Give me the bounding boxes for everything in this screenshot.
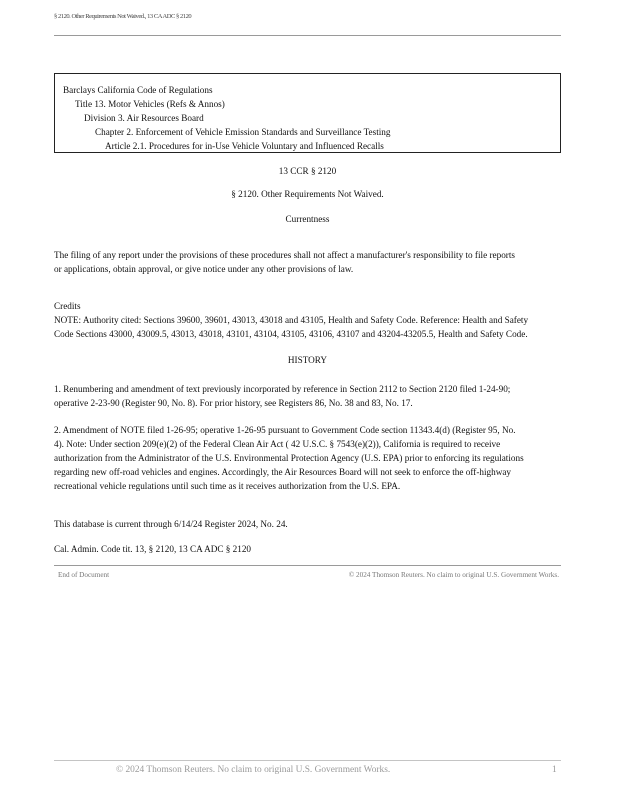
history-item-1 xyxy=(54,382,574,410)
end-copyright: © 2024 Thomson Reuters. No claim to original U.S. Government Works. xyxy=(348,571,559,579)
history-line: 4). Note: Under section 209(e)(2) of the Federal Clean Air Act ( 42 U.S.C. § 7543(e)(2)), California is required to receive xyxy=(54,439,501,449)
hierarchy-title: Title 13. Motor Vehicles (Refs & Annos) xyxy=(75,99,225,109)
end-of-document: End of Document xyxy=(58,571,110,579)
body-line: The filing of any report under the provisions of these procedures shall not affect a manufacturer's responsibility to file reports xyxy=(54,250,515,260)
credits-note-line: Code Sections 43000, 43009.5, 43013, 43018, 43101, 43104, 43105, 43106, 43107 and 43204-43205.5, Health and Safety Code. xyxy=(54,329,528,339)
history-item-2 xyxy=(54,423,574,493)
hierarchy-division: Division 3. Air Resources Board xyxy=(84,113,204,123)
section-title: § 2120. Other Requirements Not Waived. xyxy=(231,189,384,199)
currentness-link[interactable]: Currentness xyxy=(285,214,330,224)
history-line: 1. Renumbering and amendment of text previously incorporated by reference in Section 2112 to Section 2120 filed 1-24-90; xyxy=(54,384,511,394)
credits-note-line: NOTE: Authority cited: Sections 39600, 39601, 43013, 43018 and 43105, Health and Safety Code. Reference: Health and Safety xyxy=(54,315,529,325)
history-line: operative 2-23-90 (Register 90, No. 8). For prior history, see Registers 86, No. 38 and 83, No. 17. xyxy=(54,398,413,408)
page-footer-divider xyxy=(54,760,561,761)
body-line: or applications, obtain approval, or give notice under any other provisions of law. xyxy=(54,264,354,274)
hierarchy-code: Barclays California Code of Regulations xyxy=(63,85,213,95)
history-line: regarding new off-road vehicles and engines. Accordingly, the Air Resources Board will not seek to enforce the off-highway xyxy=(54,467,512,477)
header-divider xyxy=(54,35,561,36)
hierarchy-box xyxy=(54,73,561,153)
page-footer-copyright: © 2024 Thomson Reuters. No claim to original U.S. Government Works. xyxy=(116,765,391,775)
citation: 13 CCR § 2120 xyxy=(278,166,337,176)
hierarchy-article: Article 2.1. Procedures for in-Use Vehicle Voluntary and Influenced Recalls xyxy=(105,141,384,151)
cite-as: Cal. Admin. Code tit. 13, § 2120, 13 CA ADC § 2120 xyxy=(54,544,252,554)
end-divider xyxy=(54,565,561,566)
history-line: 2. Amendment of NOTE filed 1-26-95; operative 1-26-95 pursuant to Government Code section 11343.4(d) (Register 95, No. xyxy=(54,425,516,435)
history-line: authorization from the Administrator of the U.S. Environmental Protection Agency (U.S. EPA) prior to enforcing its regulations xyxy=(54,453,524,463)
page-number: 1 xyxy=(552,765,557,775)
hierarchy-chapter: Chapter 2. Enforcement of Vehicle Emission Standards and Surveillance Testing xyxy=(95,127,391,137)
history-line: recreational vehicle regulations until such time as it receives authorization from the U.S. EPA. xyxy=(54,481,401,491)
body-paragraph xyxy=(54,248,574,276)
credits-block xyxy=(54,299,574,341)
running-header: § 2120. Other Requirements Not Waived., 13 CA ADC § 2120 xyxy=(54,13,192,20)
history-heading: HISTORY xyxy=(287,355,328,365)
credits-heading: Credits xyxy=(54,301,81,311)
database-note: This database is current through 6/14/24 Register 2024, No. 24. xyxy=(54,519,288,529)
